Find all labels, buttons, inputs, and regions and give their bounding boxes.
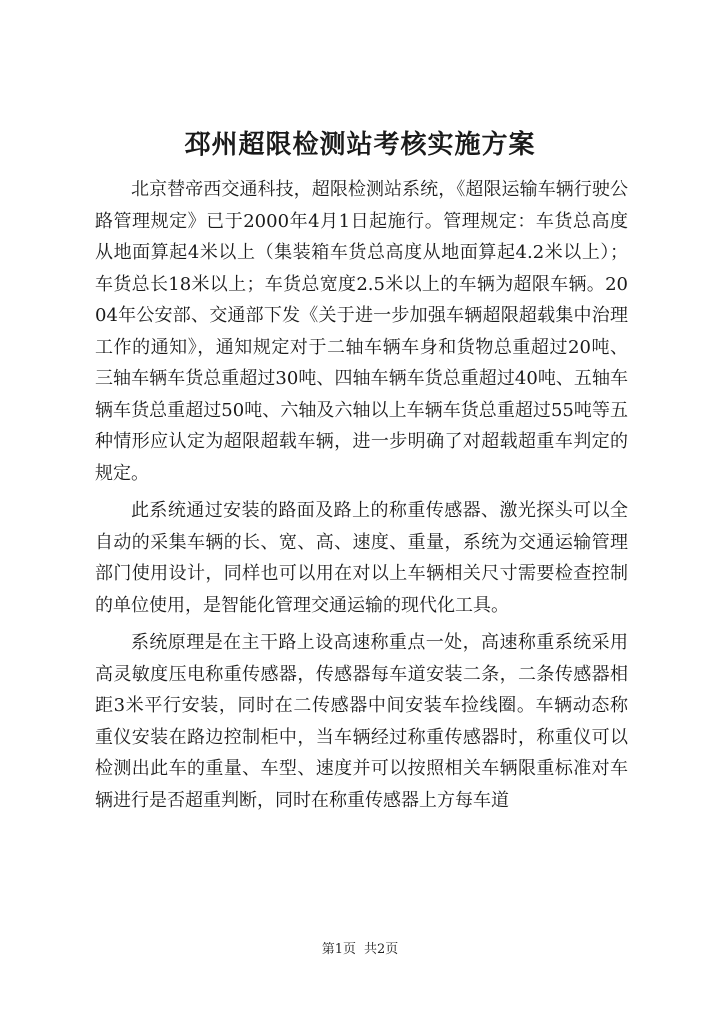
paragraph-regulations: 北京替帝西交通科技，超限检测站系统，《超限运输车辆行驶公路管理规定》已于2000年4月1日起施行。管理规定：车货总高度从地面算起4米以上（集装箱车货总高度从地面算起4.2米以上）；车货总长18米以上；车货总宽度2.5米以上的车辆为超限车辆。2004年公安部、交通部下发《关于进一步加强车辆超限超载集中治理工作的通知》，通知规定对于二轴车辆车身和货物总重超过20吨、三轴车辆车货总重超过30吨、四轴车辆车货总重超过40吨、五轴车辆车货总重超过50吨、六轴及六轴以上车辆车货总重超过55吨等五种情形应认定为超限超载车辆，进一步明确了对超载超重车判定的规定。 <box>95 179 628 484</box>
page-footer <box>0 941 720 959</box>
document-title: 邳州超限检测站考核实施方案 <box>184 130 536 160</box>
document-body <box>95 174 628 816</box>
page-number-current: 第1页 <box>321 942 356 957</box>
page-number-total: 共2页 <box>364 942 399 957</box>
paragraph-system-overview: 此系统通过安装的路面及路上的称重传感器、激光探头可以全自动的采集车辆的长、宽、高、速度、重量，系统为交通运输管理部门使用设计，同样也可以用在对以上车辆相关尺寸需要检查控制的单位使用，是智能化管理交通运输的现代化工具。 <box>95 500 628 616</box>
paragraph-system-principle: 系统原理是在主干路上设高速称重点一处，高速称重系统采用高灵敏度压电称重传感器，传感器每车道安装二条，二条传感器相距3米平行安装，同时在二传感器中间安装车捡线圈。车辆动态称重仪安装在路边控制柜中，当车辆经过称重传感器时，称重仪可以检测出此车的重量、车型、速度并可以按照相关车辆限重标准对车辆进行是否超重判断，同时在称重传感器上方每车道 <box>95 632 628 811</box>
